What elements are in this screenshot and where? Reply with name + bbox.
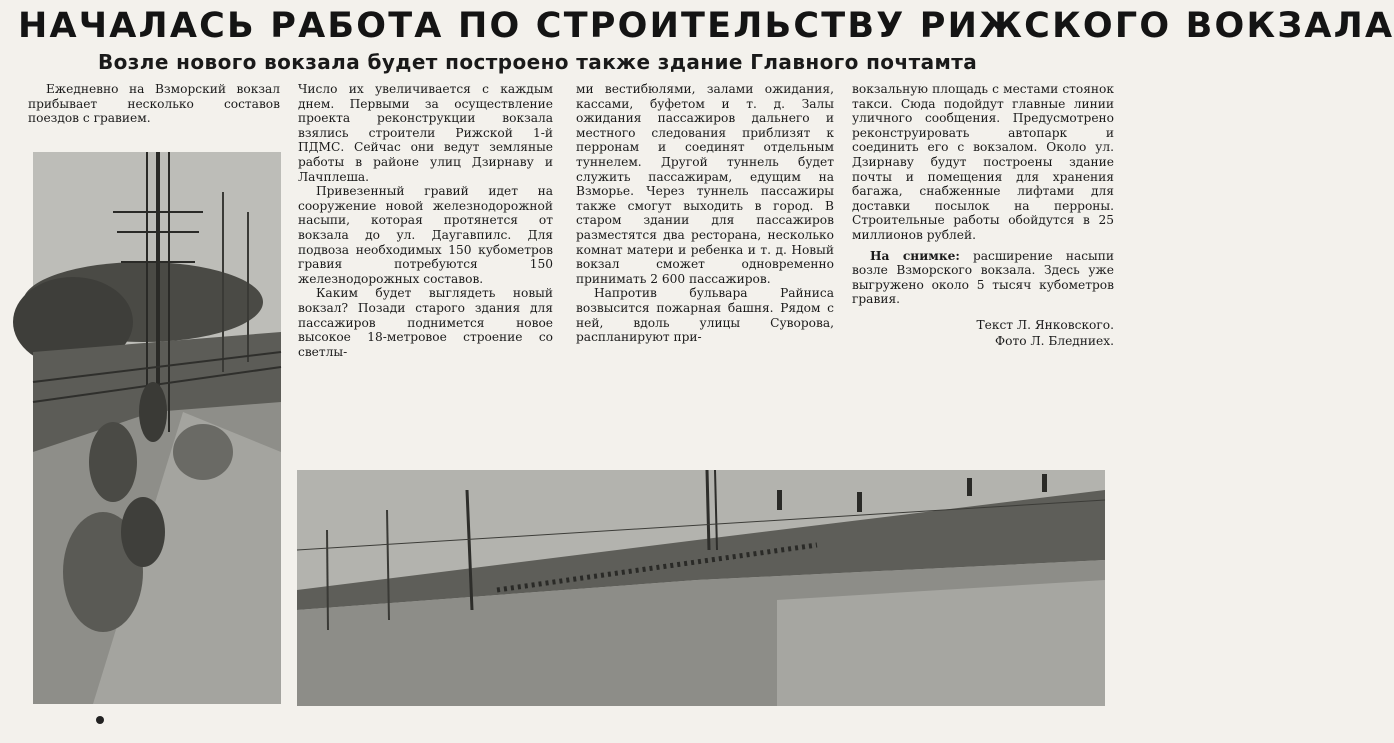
subheadline: Возле нового вокзала будет построено также здание Главного почтамта [98,50,978,74]
photo-railway-embankment-image [33,152,281,704]
column-2-paragraph-1: Число их увеличивается с каждым днем. Первыми за осуществление проекта реконструкции вокзала взялись строители Рижской 1-й ПДМС. Сейчас они ведут земляные работы в районе улиц Дзирнаву и Лачплеша. [298,82,553,184]
credits [852,317,1114,349]
headline: НАЧАЛАСЬ РАБОТА ПО СТРОИТЕЛЬСТВУ РИЖСКОГО ВОКЗАЛА [18,6,1394,46]
photo-caption [852,249,1114,307]
photo-embankment-panorama-image [297,470,1105,706]
ink-dot [96,716,104,724]
credit-text-author: Текст Л. Янковского. [976,317,1114,332]
caption-text: расширение насыпи возле Взморского вокзала. Здесь уже выгружено около 5 тысяч кубометров гравия. [852,248,1114,307]
column-3-paragraph-2: Напротив бульвара Райниса возвысится пожарная башня. Рядом с ней, вдоль улицы Суворова, распланируют при- [576,286,834,345]
caption-label: На снимке: [870,248,960,263]
column-2-paragraph-3: Каким будет выглядеть новый вокзал? Позади старого здания для пассажиров поднимется новое высокое 18-метровое строение со светлы- [298,286,553,359]
column-1-paragraph: Ежедневно на Взморский вокзал прибывает несколько составов поездов с гравием. [28,82,280,126]
column-3-paragraph-1: ми вестибюлями, залами ожидания, кассами, буфетом и т. д. Залы ожидания пассажиров дальнего и местного следования приблизят к перронам и соединят отдельным туннелем. Другой туннель будет служить пассажирам, едущим на Взморье. Через туннель пассажиры также смогут выходить в город. В старом здании для пассажиров разместятся два ресторана, несколько комнат матери и ребенка и т. д. Новый вокзал сможет одновременно принимать 2 600 пассажиров. [576,82,834,286]
photo-railway-embankment [33,152,281,704]
article-column-3 [576,82,834,345]
credit-photo-author: Фото Л. Бледниеx. [995,333,1114,348]
article-column-2 [298,82,553,359]
article-column-1 [28,82,280,126]
column-4-paragraph-1: вокзальную площадь с местами стоянок такси. Сюда подойдут главные линии уличного сообщения. Предусмотрено реконструировать автопарк и соединить его с вокзалом. Около ул. Дзирнаву будут построены здание почты и помещения для хранения багажа, снабженные лифтами для доставки посылок на перроны. Строительные работы обойдутся в 25 миллионов рублей. [852,82,1114,242]
article-column-4 [852,82,1114,349]
photo-embankment-panorama [297,470,1105,706]
column-2-paragraph-2: Привезенный гравий идет на сооружение новой железнодорожной насыпи, которая протянется от вокзала до ул. Даугавпилс. Для подвоза необходимых 150 кубометров гравия потребуются 150 железнодорожных составов. [298,184,553,286]
